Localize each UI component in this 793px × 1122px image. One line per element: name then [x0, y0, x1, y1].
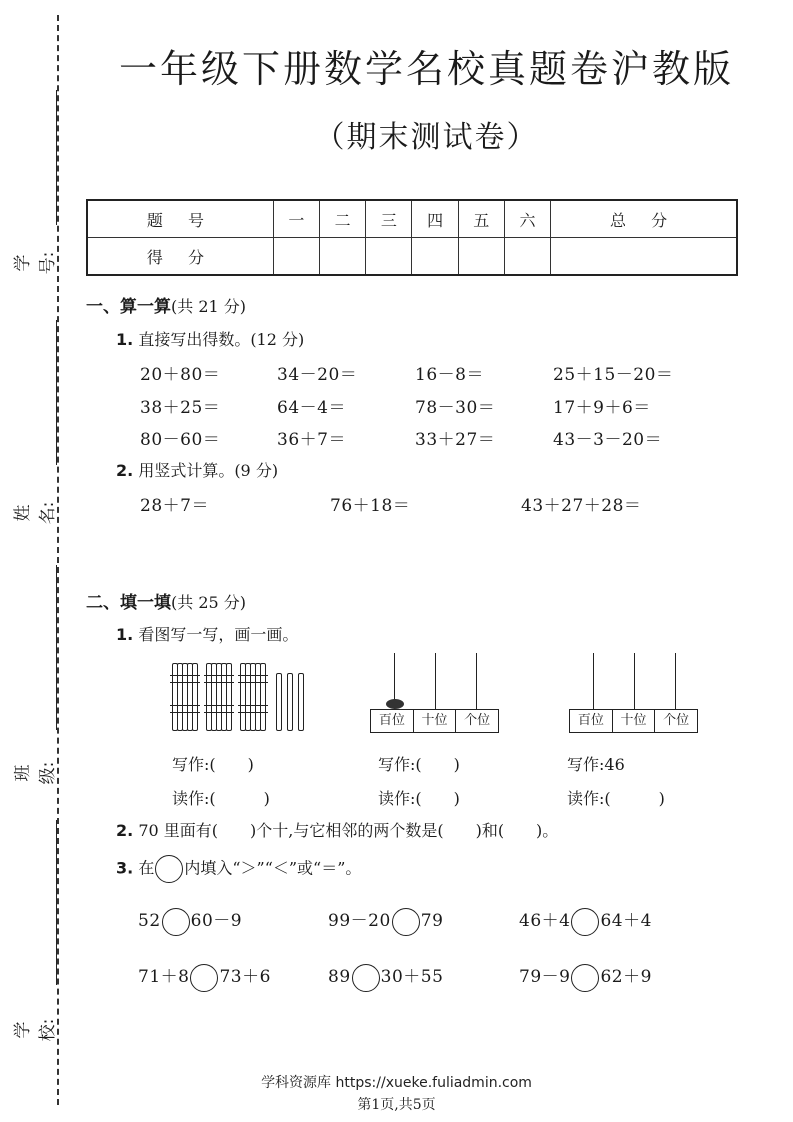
class-line	[56, 565, 57, 730]
compare-right: 73＋6	[219, 967, 271, 987]
bundle-band	[238, 705, 268, 713]
arith-item: 78－30＝	[415, 398, 496, 418]
s2-q1-text: 看图写一写，画一画。	[138, 625, 299, 644]
given-number: 46	[604, 755, 625, 774]
name-label: 姓名:	[13, 501, 58, 525]
s2-q1-number: 1.	[116, 625, 134, 644]
score-table-header-row	[87, 200, 737, 238]
student-id-field	[13, 90, 58, 280]
write-label: 写作:	[567, 755, 605, 774]
compare-right: 79	[420, 911, 444, 931]
abacus-rod	[593, 653, 594, 709]
binding-dashed-line	[57, 15, 59, 1105]
s2-q2	[116, 818, 558, 841]
score-header-cell: 六	[504, 200, 550, 238]
compare-right: 60－9	[190, 911, 243, 931]
compare-item	[328, 906, 443, 936]
stick	[192, 663, 198, 731]
write-label: 写作:	[378, 755, 416, 774]
answer-paren: ( )	[209, 789, 270, 808]
compare-left: 99－20	[328, 911, 391, 931]
compare-item	[138, 906, 242, 936]
s2-q1	[116, 622, 298, 645]
circle-icon	[155, 855, 183, 883]
arith-item: 17＋9＋6＝	[553, 398, 651, 418]
vertical-calc-item: 28＋7＝	[140, 496, 209, 516]
vertical-calc-item: 76＋18＝	[330, 496, 411, 516]
student-id-line	[56, 90, 57, 225]
school-label: 学校:	[13, 1018, 58, 1042]
bundle-band	[170, 675, 200, 683]
abacus-2	[569, 653, 699, 733]
arith-item: 38＋25＝	[140, 398, 221, 418]
page-title: 一年级下册数学名校真题卷沪教版	[118, 47, 734, 91]
compare-item	[519, 962, 652, 992]
arith-item: 20＋80＝	[140, 365, 221, 385]
write-answer-3	[567, 752, 625, 775]
abacus-rod	[675, 653, 676, 709]
compare-circle[interactable]	[571, 964, 599, 992]
section-1-heading	[86, 292, 246, 317]
score-header-cell: 五	[458, 200, 504, 238]
loose-stick	[287, 673, 293, 731]
score-header-cell: 一	[273, 200, 319, 238]
s1-q2-text: 用竖式计算。(9 分)	[138, 461, 279, 480]
abacus-rod	[476, 653, 477, 709]
hundreds-label: 百位	[371, 710, 414, 732]
compare-left: 71＋8	[138, 967, 190, 987]
page-subtitle: （期末测试卷）	[314, 120, 539, 155]
score-cell[interactable]	[551, 238, 737, 276]
arith-item: 64－4＝	[277, 398, 346, 418]
compare-left: 89	[328, 967, 351, 987]
section-1-title: 一、算一算	[86, 297, 171, 317]
hundreds-label: 百位	[570, 710, 613, 732]
read-label: 读作:	[172, 789, 210, 808]
write-answer-2[interactable]	[378, 752, 460, 775]
compare-right: 62＋9	[600, 967, 652, 987]
stick	[260, 663, 266, 731]
score-cell[interactable]	[320, 238, 366, 276]
stick	[226, 663, 232, 731]
compare-circle[interactable]	[190, 964, 218, 992]
arith-item: 25＋15－20＝	[553, 365, 674, 385]
arith-item: 80－60＝	[140, 430, 221, 450]
s1-q2-number: 2.	[116, 461, 134, 480]
s1-q1	[116, 327, 304, 350]
compare-right: 64＋4	[600, 911, 652, 931]
stick-bundles-picture	[170, 663, 310, 733]
score-header-cell: 三	[366, 200, 412, 238]
score-header-cell: 题 号	[87, 200, 273, 238]
name-line	[56, 320, 57, 465]
section-1-points: (共 21 分)	[171, 297, 247, 316]
score-cell[interactable]	[458, 238, 504, 276]
s2-q3	[116, 855, 361, 883]
section-2-points: (共 25 分)	[171, 593, 247, 612]
section-2-title: 二、填一填	[86, 593, 171, 613]
score-header-cell: 四	[412, 200, 458, 238]
compare-left: 79－9	[519, 967, 571, 987]
compare-item	[138, 962, 271, 992]
loose-stick	[298, 673, 304, 731]
abacus-place-labels	[569, 709, 698, 733]
score-header-cell: 二	[320, 200, 366, 238]
ones-label: 个位	[663, 713, 690, 728]
section-2-heading	[86, 588, 246, 613]
compare-item	[328, 962, 443, 992]
footer-page-number: 第1页,共5页	[357, 1097, 436, 1113]
write-answer-1[interactable]	[172, 752, 254, 775]
score-table	[86, 199, 738, 276]
s2-q2-number: 2.	[116, 821, 134, 840]
s2-q3-text-b: 内填入“＞”“＜”或“＝”。	[184, 858, 362, 878]
loose-stick	[276, 673, 282, 731]
compare-circle[interactable]	[571, 908, 599, 936]
score-cell[interactable]	[273, 238, 319, 276]
answer-paren: ( )	[415, 755, 460, 774]
tens-label: 十位	[613, 710, 656, 732]
read-label: 读作:	[567, 789, 605, 808]
s2-q3-text-a: 在	[138, 858, 155, 878]
arith-item: 33＋27＝	[415, 430, 496, 450]
abacus-1	[370, 653, 500, 733]
score-cell[interactable]	[412, 238, 458, 276]
bundle-band	[170, 705, 200, 713]
school-field	[13, 820, 58, 1042]
name-field	[13, 320, 58, 525]
compare-circle[interactable]	[162, 908, 190, 936]
write-label: 写作:	[172, 755, 210, 774]
answer-paren: ( )	[604, 789, 665, 808]
vertical-calc-item: 43＋27＋28＝	[521, 496, 642, 516]
answer-paren: ( )	[415, 789, 460, 808]
school-line	[56, 820, 57, 985]
abacus-rod	[435, 653, 436, 709]
arith-item: 36＋7＝	[277, 430, 346, 450]
read-label: 读作:	[378, 789, 416, 808]
s1-q2	[116, 458, 278, 481]
read-answer-1[interactable]	[172, 786, 270, 809]
arith-item: 34－20＝	[277, 365, 358, 385]
read-answer-2[interactable]	[378, 786, 460, 809]
bundle-band	[238, 675, 268, 683]
compare-right: 30＋55	[380, 967, 444, 987]
s2-q3-number: 3.	[116, 858, 134, 878]
compare-circle[interactable]	[392, 908, 420, 936]
bundle-band	[204, 705, 234, 713]
ones-label: 个位	[464, 713, 491, 728]
tens-label: 十位	[414, 710, 457, 732]
s1-q1-number: 1.	[116, 330, 134, 349]
s2-q2-text: 70 里面有( )个十,与它相邻的两个数是( )和( )。	[138, 821, 559, 840]
abacus-place-labels	[370, 709, 499, 733]
bundle-band	[204, 675, 234, 683]
score-cell[interactable]	[366, 238, 412, 276]
read-answer-3[interactable]	[567, 786, 665, 809]
abacus-bead	[386, 699, 404, 709]
class-label: 班级:	[13, 761, 58, 785]
footer-source: 学科资源库 https://xueke.fuliadmin.com	[261, 1075, 532, 1091]
answer-paren: ( )	[209, 755, 254, 774]
class-field	[13, 565, 58, 785]
score-header-cell: 总 分	[551, 200, 737, 238]
score-row-label: 得 分	[87, 238, 273, 276]
score-cell[interactable]	[504, 238, 550, 276]
compare-circle[interactable]	[352, 964, 380, 992]
arith-item: 16－8＝	[415, 365, 484, 385]
arith-item: 43－3－20＝	[553, 430, 663, 450]
abacus-rod	[634, 653, 635, 709]
s1-q1-text: 直接写出得数。(12 分)	[138, 330, 305, 349]
student-id-label: 学号:	[13, 251, 58, 275]
compare-left: 52	[138, 911, 161, 931]
score-table-score-row	[87, 238, 737, 276]
compare-item	[519, 906, 652, 936]
compare-left: 46＋4	[519, 911, 571, 931]
